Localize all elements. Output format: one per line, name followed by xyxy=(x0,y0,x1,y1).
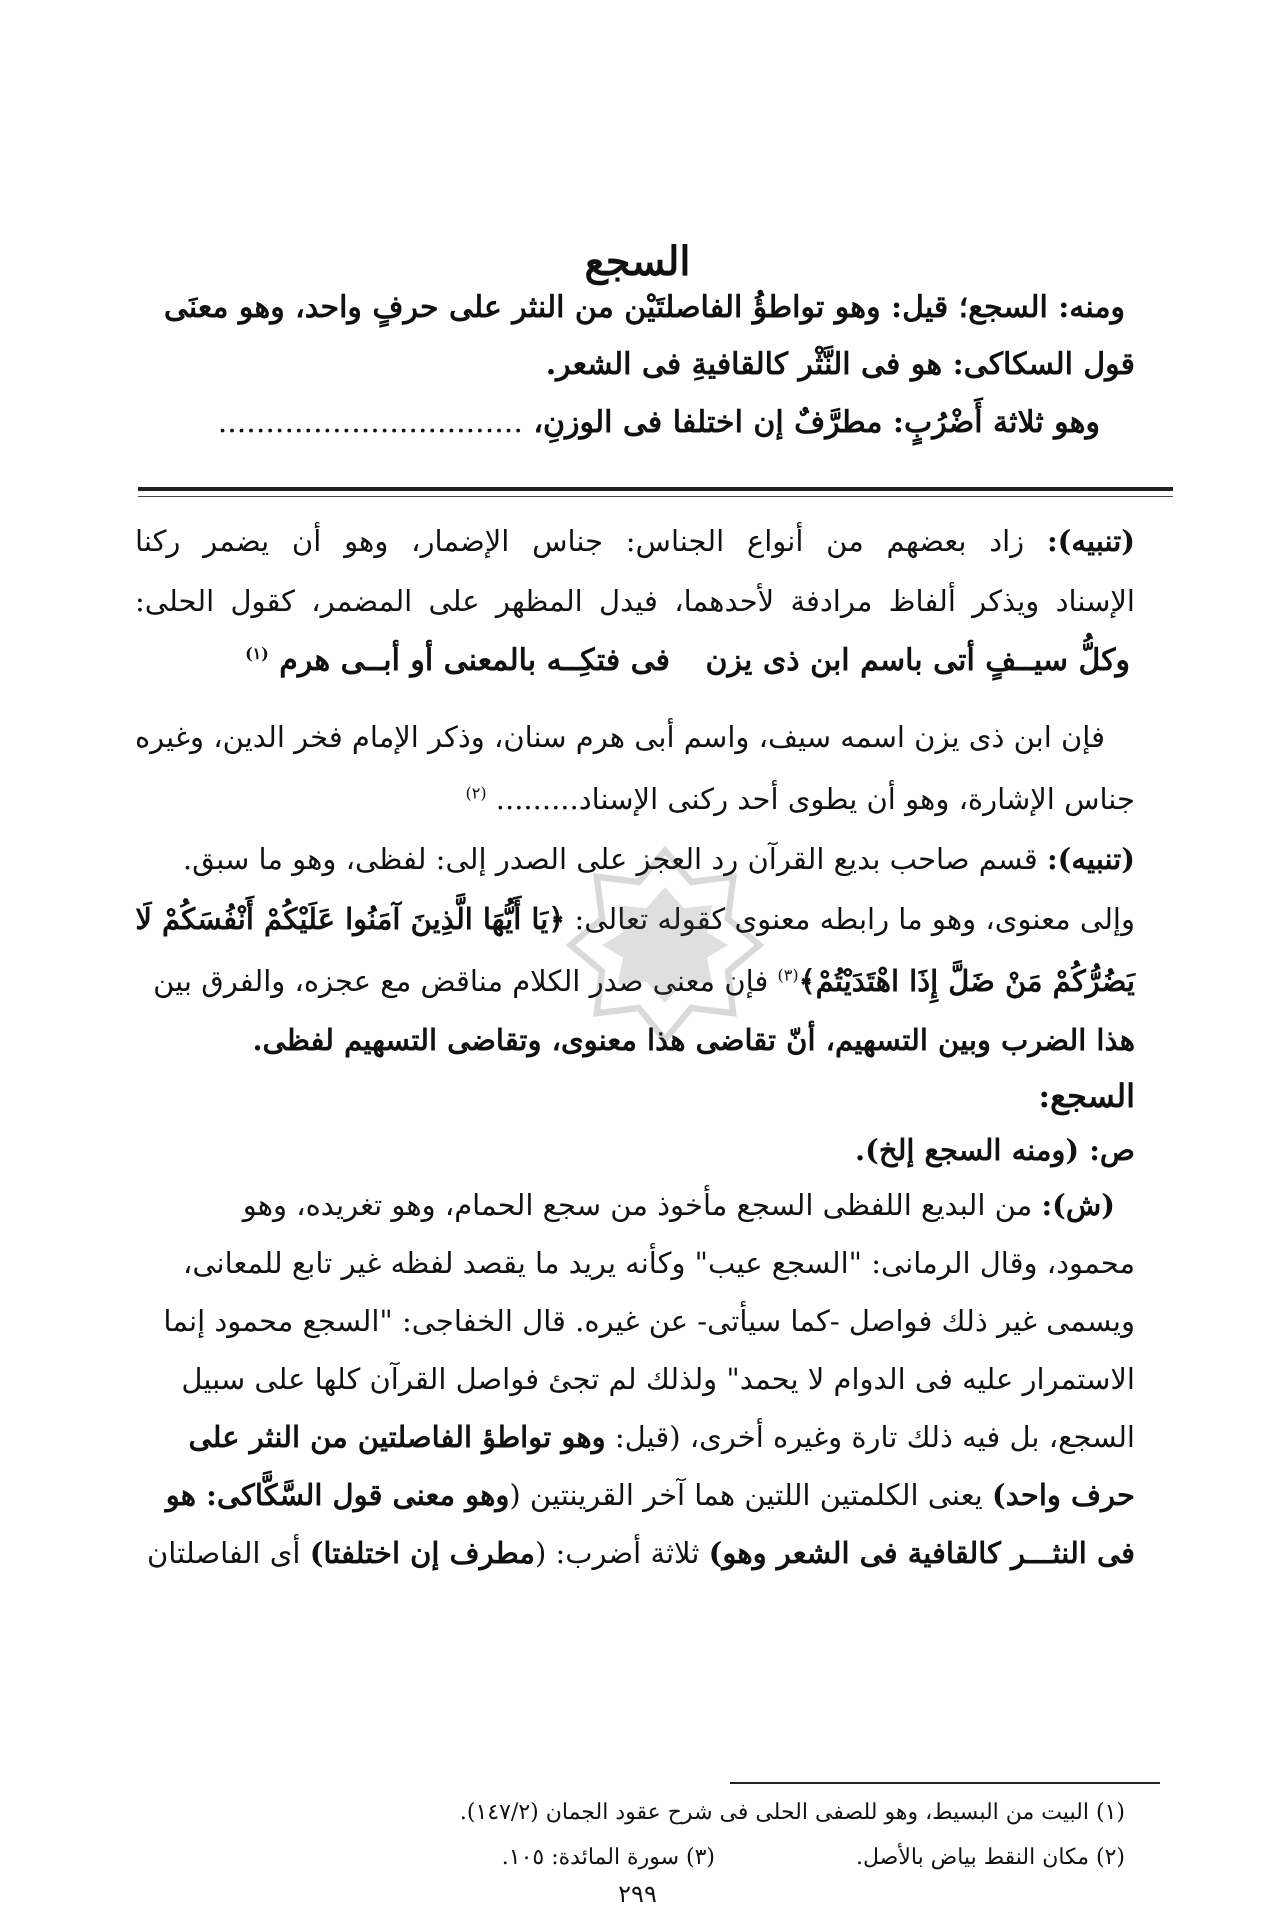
section-rule-thin xyxy=(138,496,1173,497)
footnote-1: (١) البيت من البسيط، وهو للصفى الحلى فى شرح عقود الجمان (١٤٧/٢). xyxy=(459,1800,1125,1825)
tanbih-1-line-2: الإسناد ويذكر ألفاظ مرادفة لأحدهما، فيدل المظهر على المضمر، كقول الحلى: xyxy=(135,584,1135,618)
footnote-2: (٢) مكان النقط بياض بالأصل. xyxy=(855,1845,1125,1870)
page-number: ٢٩٩ xyxy=(618,1880,657,1908)
footnote-rule xyxy=(730,1782,1160,1784)
footnote-3: (٣) سورة المائدة: ١٠٥. xyxy=(501,1845,715,1870)
sharh-line-5-text: السجع، بل فيه ذلك تارة وغيره أخرى، (قيل: xyxy=(614,1420,1135,1454)
matn-line-1: ومنه: السجع؛ قيل: وهو تواطؤُ الفاصلتَيْن من النثر على حرفٍ واحد، وهو معنَى xyxy=(163,290,1125,325)
page-title: السجع xyxy=(584,238,691,285)
sharh-line-5 xyxy=(188,1420,1135,1454)
sharh-label: (ش): xyxy=(1041,1188,1115,1222)
tanbih-2-line-2 xyxy=(135,902,1135,936)
tanbih-1-text: زاد بعضهم من أنواع الجناس: جناس الإضمار، وهو أن يضمر ركنا xyxy=(135,524,1025,558)
para-2-text: جناس الإشارة، وهو أن يطوى أحد ركنى الإسناد......... xyxy=(495,782,1135,816)
para-2-footnote-marker: (٢) xyxy=(465,783,487,803)
sharh-line-7-matn-b: مطرف إن اختلفتا) xyxy=(309,1536,535,1570)
tanbih-1-label: (تنبيه): xyxy=(1046,524,1135,558)
sharh-line-4: الاستمرار عليه فى الدوام لا يحمد" ولذلك لم تجئ فواصل القرآن كلها على سبيل xyxy=(181,1362,1135,1396)
sharh-line-6 xyxy=(166,1478,1135,1512)
matn-line-3-dots: ................................ xyxy=(217,405,523,440)
sharh-line-6-matn-a: حرف واحد) xyxy=(991,1478,1135,1512)
sad-line: ص: (ومنه السجع إلخ). xyxy=(855,1133,1135,1167)
section-heading: السجع: xyxy=(1038,1077,1135,1115)
sharh-line-7-text-a: ثلاثة أضرب: ( xyxy=(534,1536,700,1570)
matn-line-3-text: وهو ثلاثة أَضْرُبٍ: مطرَّفٌ إن اختلفا فى الوزنِ، xyxy=(533,405,1100,440)
verse-footnote-marker: (١) xyxy=(245,644,269,663)
tanbih-1-line-1 xyxy=(135,524,1135,558)
tanbih-2-line-4: هذا الضرب وبين التسهيم، أنّ تقاضى هذا معنوى، وتقاضى التسهيم لفظى. xyxy=(252,1023,1135,1057)
sharh-line-3: ويسمى غير ذلك فواصل -كما سيأتى- عن غيره. قال الخفاجى: "السجع محمود إنما xyxy=(163,1304,1135,1338)
sharh-line-5-matn: وهو تواطؤ الفاصلتين من النثر على xyxy=(188,1420,606,1454)
tanbih-2-text: قسم صاحب بديع القرآن رد العجز على الصدر إلى: لفظى، وهو ما سبق. xyxy=(182,842,1038,876)
quran-footnote-marker: (٣) xyxy=(777,965,799,985)
sharh-line-6-text: يعنى الكلمتين اللتين هما آخر القرينتين ( xyxy=(509,1478,983,1512)
sharh-line-6-matn-b: وهو معنى قول السَّكَّاكى: هو xyxy=(165,1478,510,1512)
matn-line-2: قول السكاكى: هو فى النَّثْر كالقافيةِ فى الشعر. xyxy=(545,347,1135,382)
sharh-line-7-matn-a: فى النثـــر كالقافية فى الشعر وهو) xyxy=(708,1536,1135,1570)
sharh-line-2: محمود، وقال الرمانى: "السجع عيب" وكأنه يريد ما يقصد لفظه غير تابع للمعانى، xyxy=(183,1246,1135,1280)
tanbih-2-line-3 xyxy=(153,964,1135,998)
sharh-line-7-text-b: أى الفاصلتان xyxy=(146,1536,301,1570)
tanbih-2-label: (تنبيه): xyxy=(1046,842,1135,876)
tanbih-2-line-1 xyxy=(183,842,1135,876)
verse-second-hemistich xyxy=(245,643,670,678)
para-2-line-1: فإن ابن ذى يزن اسمه سيف، واسم أبى هرم سنان، وذكر الإمام فخر الدين، وغيره xyxy=(134,720,1105,754)
quran-verse-part-1: ﴿يَا أَيُّهَا الَّذِينَ آمَنُوا عَلَيْكُمْ أَنْفُسَكُمْ لَا xyxy=(135,902,566,936)
sharh-line-7 xyxy=(147,1536,1135,1570)
verse-second-text: فى فتكِــه بالمعنى أو أبــى هرم xyxy=(279,643,670,678)
tanbih-2-line-3-text: فإن معنى صدر الكلام مناقض مع عجزه، والفرق بين xyxy=(153,964,769,998)
matn-line-3 xyxy=(218,405,1100,440)
verse-first-hemistich: وكلُّ سيــفٍ أتى باسم ابن ذى يزن xyxy=(705,643,1130,678)
section-rule-thick xyxy=(138,487,1173,491)
sharh-line-1-text: من البديع اللفظى السجع مأخوذ من سجع الحمام، وهو تغريده، وهو xyxy=(242,1188,1033,1222)
quran-verse-part-2: يَضُرُّكُمْ مَنْ ضَلَّ إِذَا اهْتَدَيْتُمْ﴾ xyxy=(798,964,1135,998)
tanbih-2-line-2-intro: وإلى معنوى، وهو ما رابطه معنوى كقوله تعالى: xyxy=(574,902,1135,936)
sharh-line-1 xyxy=(243,1188,1115,1222)
para-2-line-2 xyxy=(465,782,1135,816)
